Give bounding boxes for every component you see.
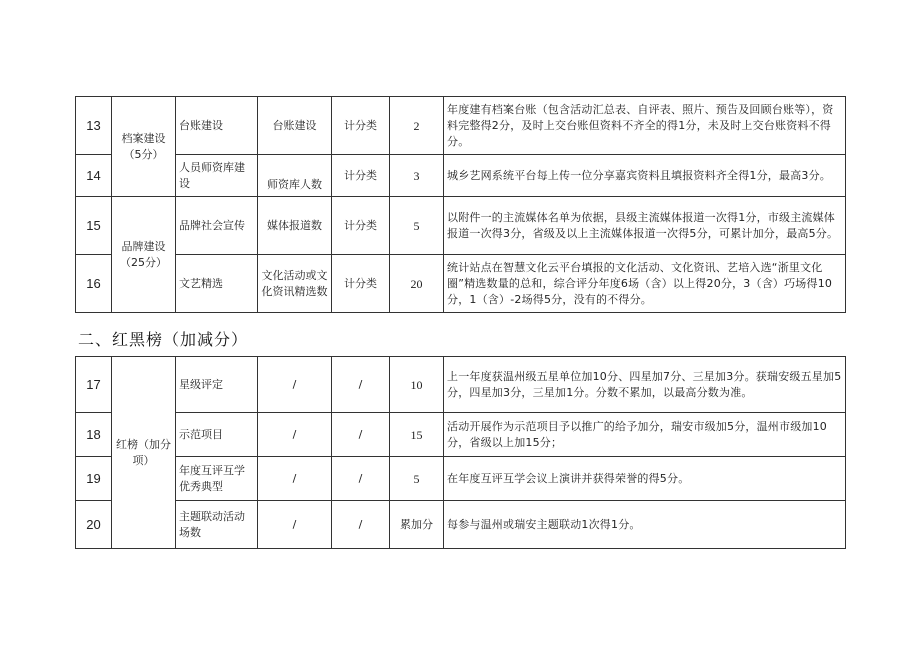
row-number: 16 xyxy=(76,255,112,313)
rule-cell: 在年度互评互学会议上演讲并获得荣誉的得5分。 xyxy=(444,457,846,501)
item-cell: 示范项目 xyxy=(176,413,258,457)
score-cell: 2 xyxy=(390,97,444,155)
row-number: 18 xyxy=(76,413,112,457)
table-row xyxy=(76,197,846,255)
section-title: 二、红黑榜（加减分） xyxy=(78,330,249,349)
table-row xyxy=(76,501,846,549)
type-cell: / xyxy=(332,501,390,549)
type-cell: 计分类 xyxy=(332,197,390,255)
score-cell: 10 xyxy=(390,357,444,413)
table-row xyxy=(76,155,846,197)
row-number: 19 xyxy=(76,457,112,501)
score-cell: 5 xyxy=(390,457,444,501)
item-cell: 主题联动活动场数 xyxy=(176,501,258,549)
category-cell: 品牌建设（25分） xyxy=(112,197,176,313)
type-cell: 计分类 xyxy=(332,155,390,197)
scoring-table-2 xyxy=(75,356,846,549)
category-cell: 档案建设（5分） xyxy=(112,97,176,197)
indicator-cell: / xyxy=(258,501,332,549)
row-number: 17 xyxy=(76,357,112,413)
rule-cell: 以附件一的主流媒体名单为依据，县级主流媒体报道一次得1分，市级主流媒体报道一次得3分，省级及以上主流媒体报道一次得5分，可累计加分，最高5分。 xyxy=(444,197,846,255)
indicator-cell: / xyxy=(258,457,332,501)
type-cell: / xyxy=(332,357,390,413)
row-number: 14 xyxy=(76,155,112,197)
indicator-cell: / xyxy=(258,357,332,413)
score-cell: 20 xyxy=(390,255,444,313)
type-cell: 计分类 xyxy=(332,97,390,155)
rule-cell: 统计站点在智慧文化云平台填报的文化活动、文化资讯、艺培入选“浙里文化圈”精选数量的总和，综合评分年度6场（含）以上得20分，3（含）巧场得10分，1（含）-2场得5分，没有的不得分。 xyxy=(444,255,846,313)
item-cell: 文艺精选 xyxy=(176,255,258,313)
rule-cell: 每参与温州或瑞安主题联动1次得1分。 xyxy=(444,501,846,549)
score-cell: 累加分 xyxy=(390,501,444,549)
type-cell: / xyxy=(332,457,390,501)
table-row xyxy=(76,97,846,155)
scoring-table-1 xyxy=(75,96,846,313)
indicator-cell: 文化活动或文化资讯精选数 xyxy=(258,255,332,313)
score-cell: 5 xyxy=(390,197,444,255)
rule-cell: 活动开展作为示范项目予以推广的给予加分，瑞安市级加5分，温州市级加10分，省级以上加15分； xyxy=(444,413,846,457)
type-cell: / xyxy=(332,413,390,457)
item-cell: 品牌社会宣传 xyxy=(176,197,258,255)
rule-cell: 城乡艺网系统平台每上传一位分享嘉宾资料且填报资料齐全得1分，最高3分。 xyxy=(444,155,846,197)
item-cell: 台账建设 xyxy=(176,97,258,155)
indicator-cell: / xyxy=(258,413,332,457)
item-cell: 星级评定 xyxy=(176,357,258,413)
row-number: 20 xyxy=(76,501,112,549)
table-row xyxy=(76,357,846,413)
indicator-cell: 师资库人数 xyxy=(258,155,332,197)
item-cell: 人员师资库建设 xyxy=(176,155,258,197)
type-cell: 计分类 xyxy=(332,255,390,313)
item-cell: 年度互评互学优秀典型 xyxy=(176,457,258,501)
category-cell: 红榜（加分项） xyxy=(112,357,176,549)
rule-cell: 上一年度获温州级五星单位加10分、四星加7分、三星加3分。获瑞安级五星加5分，四星加3分，三星加1分。分数不累加，以最高分数为准。 xyxy=(444,357,846,413)
table-row xyxy=(76,413,846,457)
indicator-cell: 台账建设 xyxy=(258,97,332,155)
indicator-cell: 媒体报道数 xyxy=(258,197,332,255)
row-number: 13 xyxy=(76,97,112,155)
score-cell: 3 xyxy=(390,155,444,197)
score-cell: 15 xyxy=(390,413,444,457)
rule-cell: 年度建有档案台账（包含活动汇总表、自评表、照片、预告及回顾台账等），资料完整得2分，及时上交台账但资料不齐全的得1分，未及时上交台账资料不得分。 xyxy=(444,97,846,155)
table-row xyxy=(76,457,846,501)
table-row xyxy=(76,255,846,313)
row-number: 15 xyxy=(76,197,112,255)
